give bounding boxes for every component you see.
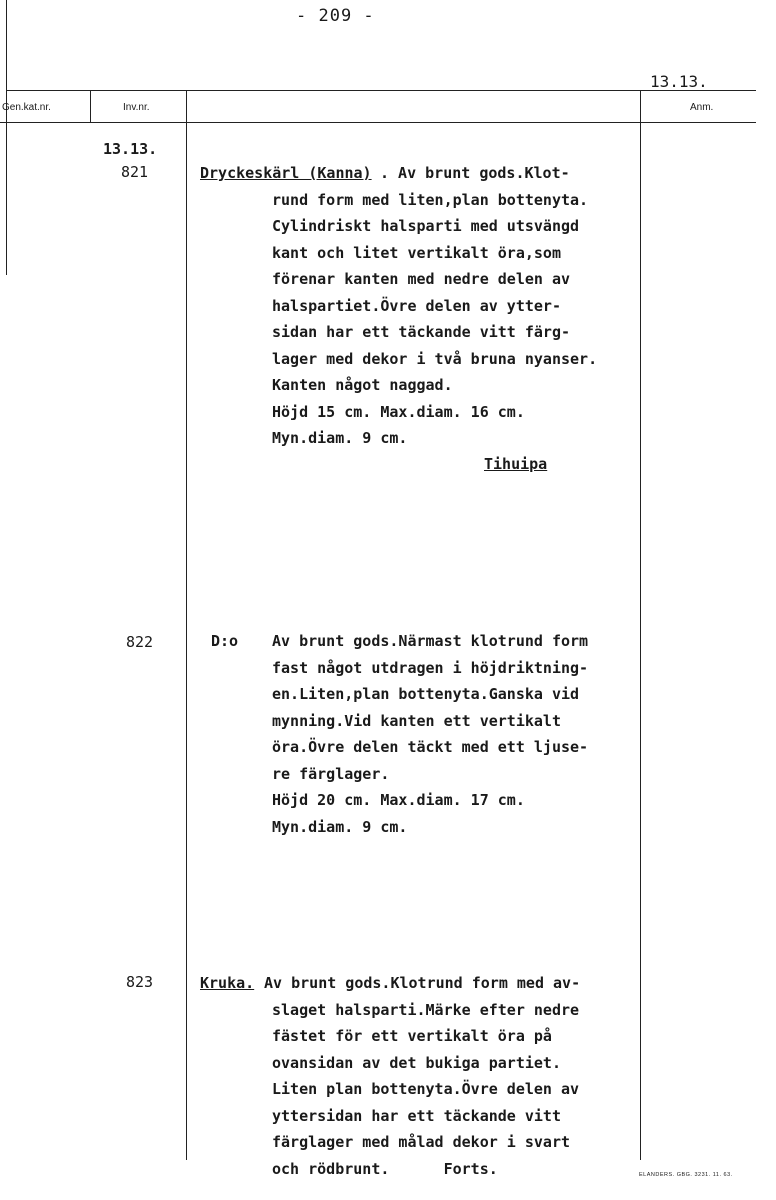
text-line: slaget halsparti.Märke efter nedre — [272, 1000, 580, 1019]
text-line: Av brunt gods.Klotrund form med av- — [255, 974, 581, 992]
text-line: rund form med liten,plan bottenyta. — [272, 190, 589, 209]
text-line: Myn.diam. 9 cm. — [272, 817, 408, 836]
header-anm: Anm. — [690, 102, 714, 113]
text-line: halspartiet.Övre delen av ytter- — [272, 296, 561, 315]
text-column-left-rule — [186, 90, 187, 1160]
text-line: Kanten något naggad. — [272, 376, 453, 394]
text-line: Höjd 15 cm. Max.diam. 16 cm. — [272, 402, 525, 421]
text-line: kant och litet vertikalt öra,som — [272, 243, 561, 262]
inv-column-left-rule — [90, 90, 91, 122]
text-line: fast något utdragen i höjdriktning- — [272, 658, 589, 677]
text-line: . Av brunt gods.Klot- — [380, 164, 570, 182]
text-line: ovansidan av det bukiga partiet. — [272, 1053, 561, 1072]
entry-823-title: Kruka. — [200, 974, 255, 992]
header-gen-kat-nr: Gen.kat.nr. — [2, 102, 51, 113]
entry-822-title: D:o — [211, 632, 239, 650]
inv-number-822: 822 — [126, 633, 154, 651]
text-line: öra.Övre delen täckt med ett ljuse- — [272, 738, 589, 756]
header-inv-nr: Inv.nr. — [123, 102, 150, 113]
corner-number: 13.13. — [650, 72, 708, 91]
entry-821-title: Dryckeskärl (Kanna) — [200, 164, 372, 182]
text-line: Cylindriskt halsparti med utsvängd — [272, 217, 580, 235]
header-bottom-line — [0, 122, 756, 123]
left-margin-line — [6, 0, 7, 275]
inv-number-823: 823 — [126, 973, 154, 991]
text-line: sidan har ett täckande vitt färg- — [272, 323, 571, 341]
text-line: yttersidan har ett täckande vitt — [272, 1106, 561, 1125]
header-top-line — [6, 90, 756, 91]
text-line: en.Liten,plan bottenyta.Ganska vid — [272, 685, 580, 703]
text-line: och rödbrunt. Forts. — [272, 1159, 498, 1178]
text-line: Liten plan bottenyta.Övre delen av — [272, 1080, 580, 1098]
group-number: 13.13. — [103, 140, 158, 158]
printer-imprint: ELANDERS. GBG. 3231. 11. 63. — [639, 1172, 733, 1178]
text-line: lager med dekor i två bruna nyanser. — [272, 349, 598, 368]
text-line: Myn.diam. 9 cm. — [272, 429, 408, 447]
page-number: - 209 - — [296, 6, 375, 26]
entry-821-place: Tihuipa — [484, 455, 548, 473]
text-line: Av brunt gods.Närmast klotrund form — [272, 632, 589, 650]
text-line: re färglager. — [272, 764, 390, 783]
text-line: förenar kanten med nedre delen av — [272, 270, 571, 288]
text-line: Höjd 20 cm. Max.diam. 17 cm. — [272, 791, 525, 809]
text-line: mynning.Vid kanten ett vertikalt — [272, 711, 561, 730]
text-line: fästet för ett vertikalt öra på — [272, 1027, 552, 1045]
anm-column-left-rule — [640, 90, 641, 1160]
inv-number-821: 821 — [121, 163, 149, 181]
text-line: färglager med målad dekor i svart — [272, 1133, 571, 1151]
